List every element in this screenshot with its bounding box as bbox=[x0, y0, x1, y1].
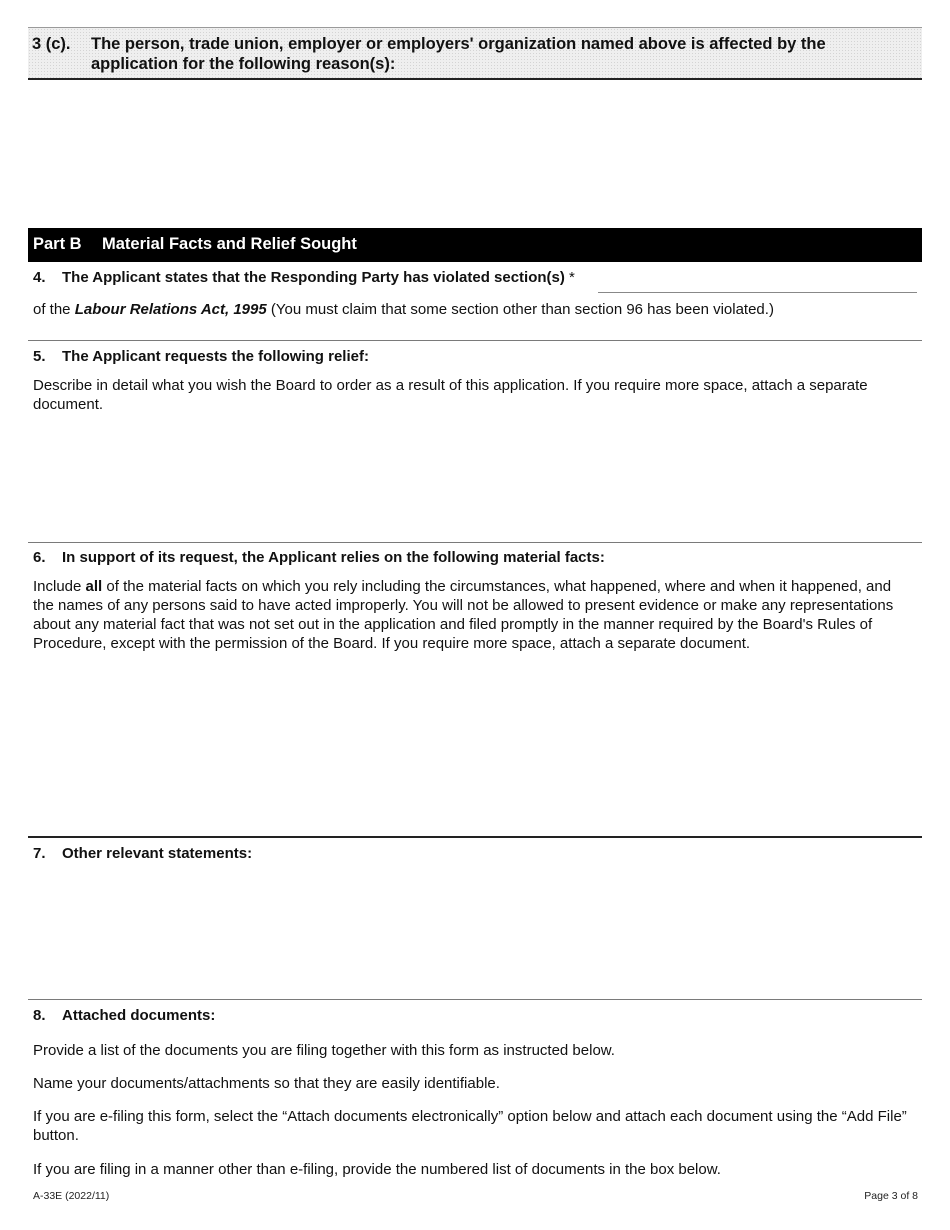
q6-instr-bold: all bbox=[85, 578, 103, 595]
part-b-header bbox=[28, 228, 922, 262]
q5-relief-field[interactable] bbox=[28, 418, 922, 538]
q5-instructions: Describe in detail what you wish the Board to order as a result of this application. If you require more space, attach a separate document. bbox=[33, 377, 868, 413]
q7-heading bbox=[33, 845, 252, 862]
q6-number: 6. bbox=[33, 549, 46, 566]
q6-text: In support of its request, the Applicant relies on the following material facts: bbox=[62, 549, 605, 566]
page-number: Page 3 of 8 bbox=[864, 1190, 918, 1202]
q6-facts-field[interactable] bbox=[28, 658, 922, 832]
q4-text: The Applicant states that the Responding Party has violated section(s) bbox=[62, 269, 565, 286]
divider bbox=[28, 340, 922, 341]
q8-text: Attached documents: bbox=[62, 1007, 216, 1024]
form-id: A-33E (2022/11) bbox=[33, 1190, 110, 1202]
q4-line-prefix: of the bbox=[33, 301, 71, 318]
q6-instr-prefix: Include bbox=[33, 578, 82, 595]
section-3c-reason-field[interactable] bbox=[28, 80, 922, 225]
q6-instr-rest: of the material facts on which you rely including the circumstances, what happened, where and when it happened, and the names of any persons said to have acted improperly. You will not be allowed to present evidence or make any representations about any material fact that was not set out in the application and filed promptly in the manner required by the Board's Rules of Procedure, except with the permission of the Board. If you require more space, attach a separate document. bbox=[33, 578, 894, 652]
q4-required-mark: * bbox=[569, 269, 575, 286]
q5-text: The Applicant requests the following relief: bbox=[62, 348, 369, 365]
q8-para-3: If you are e-filing this form, select the “Attach documents electronically” option below and attach each document using the “Add File” button. bbox=[33, 1108, 907, 1144]
q5-heading bbox=[33, 348, 369, 365]
divider bbox=[28, 542, 922, 543]
section-3c-header bbox=[28, 27, 922, 80]
q6-instructions bbox=[33, 577, 913, 653]
q4-act-line bbox=[33, 300, 913, 319]
q7-text: Other relevant statements: bbox=[62, 845, 253, 862]
q7-statements-field[interactable] bbox=[28, 870, 922, 996]
q8-para-2: Name your documents/attachments so that they are easily identifiable. bbox=[33, 1075, 500, 1092]
q5-number: 5. bbox=[33, 348, 46, 365]
q8-heading bbox=[33, 1007, 215, 1024]
q4-act-name: Labour Relations Act, 1995 bbox=[74, 301, 267, 318]
section-3c-text: The person, trade union, employer or employers' organization named above is affected by the application for the following reason(s): bbox=[91, 35, 826, 73]
q4-line-note: (You must claim that some section other than section 96 has been violated.) bbox=[270, 301, 774, 318]
q7-number: 7. bbox=[33, 845, 46, 862]
section-3c-number: 3 (c). bbox=[32, 35, 71, 53]
q4-sections-field[interactable] bbox=[598, 292, 917, 293]
q8-para-4: If you are filing in a manner other than e-filing, provide the numbered list of documents in the box below. bbox=[33, 1161, 721, 1178]
q8-para-1: Provide a list of the documents you are filing together with this form as instructed below. bbox=[33, 1042, 615, 1059]
q4-heading bbox=[33, 269, 575, 286]
q8-number: 8. bbox=[33, 1007, 46, 1024]
part-b-title: Material Facts and Relief Sought bbox=[102, 235, 357, 253]
divider bbox=[28, 999, 922, 1000]
q4-number: 4. bbox=[33, 269, 46, 286]
q6-heading bbox=[33, 549, 605, 566]
part-b-label: Part B bbox=[33, 235, 82, 253]
divider bbox=[28, 836, 922, 838]
